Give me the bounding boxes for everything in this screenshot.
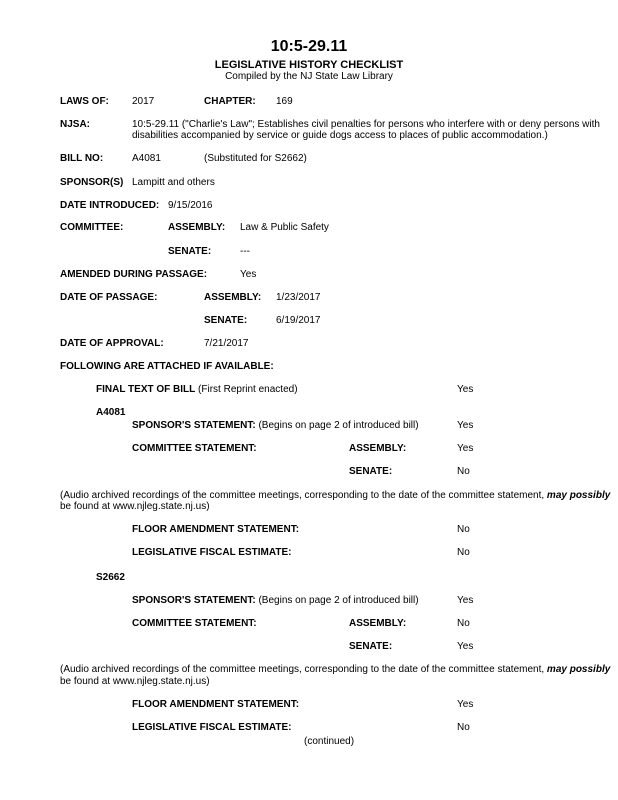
s2662-sponsor-note: (Begins on page 2 of introduced bill) <box>258 595 419 606</box>
a4081-floor-label: FLOOR AMENDMENT STATEMENT: <box>132 524 300 535</box>
final-text-value: Yes <box>457 384 474 395</box>
s2662-sponsor-label: SPONSOR'S STATEMENT: <box>132 595 256 606</box>
a4081-audio-text: (Audio archived recordings of the committee meetings, corresponding to the date of the committee statement, <box>60 490 547 501</box>
a4081-fiscal-value: No <box>457 547 470 558</box>
s2662-label: S2662 <box>96 572 125 583</box>
s2662-audio-emphasis: may possibly <box>546 664 611 675</box>
a4081-sponsor-value: Yes <box>457 420 474 431</box>
a4081-committee-label: COMMITTEE STATEMENT: <box>132 443 257 454</box>
s2662-committee-assembly-value: No <box>457 618 470 629</box>
final-text-row <box>96 384 298 396</box>
s2662-committee-label: COMMITTEE STATEMENT: <box>132 618 257 629</box>
a4081-sponsor-label: SPONSOR'S STATEMENT: <box>132 420 256 431</box>
attachments-heading: FOLLOWING ARE ATTACHED IF AVAILABLE: <box>60 361 274 372</box>
a4081-sponsor-row <box>132 420 419 432</box>
bill-no-label: BILL NO: <box>60 153 104 164</box>
amended-value: Yes <box>240 269 257 280</box>
njsa-line-1: 10:5-29.11 ("Charlie's Law"; Establishes civil penalties for persons who interfere with or deny persons with <box>132 119 600 130</box>
chapter-value: 169 <box>276 96 293 107</box>
a4081-label: A4081 <box>96 407 126 418</box>
passage-senate-value: 6/19/2017 <box>276 315 321 326</box>
s2662-sponsor-value: Yes <box>457 595 474 606</box>
laws-of-value: 2017 <box>132 96 155 107</box>
s2662-committee-assembly-label: ASSEMBLY: <box>349 618 407 629</box>
a4081-sponsor-note: (Begins on page 2 of introduced bill) <box>258 420 419 431</box>
date-introduced-value: 9/15/2016 <box>168 200 213 211</box>
s2662-audio-note-line-1 <box>60 664 610 676</box>
s2662-committee-senate-value: Yes <box>457 641 474 652</box>
a4081-audio-emphasis: may possibly <box>546 490 611 501</box>
compiled-by: Compiled by the NJ State Law Library <box>225 71 393 82</box>
sponsors-label: SPONSOR(S) <box>60 177 124 188</box>
a4081-committee-assembly-value: Yes <box>457 443 474 454</box>
date-introduced-label: DATE INTRODUCED: <box>60 200 160 211</box>
committee-assembly-label: ASSEMBLY: <box>168 222 226 233</box>
s2662-sponsor-row <box>132 595 419 607</box>
njsa-line-2: disabilities accompanied by service or guide dogs access to places of public accommodation.) <box>132 130 548 141</box>
final-text-label: FINAL TEXT OF BILL <box>96 384 196 395</box>
laws-of-label: LAWS OF: <box>60 96 109 107</box>
continued-note: (continued) <box>304 736 355 747</box>
sponsors-value: Lampitt and others <box>132 177 215 188</box>
final-text-note: (First Reprint enacted) <box>198 384 298 395</box>
page-title: 10:5-29.11 <box>270 38 348 55</box>
a4081-committee-senate-value: No <box>457 466 470 477</box>
approval-label: DATE OF APPROVAL: <box>60 338 164 349</box>
approval-value: 7/21/2017 <box>204 338 249 349</box>
s2662-floor-label: FLOOR AMENDMENT STATEMENT: <box>132 699 300 710</box>
a4081-committee-senate-label: SENATE: <box>349 466 393 477</box>
committee-assembly-value: Law & Public Safety <box>240 222 329 233</box>
njsa-label: NJSA: <box>60 119 91 130</box>
committee-senate-value: --- <box>240 246 250 257</box>
passage-assembly-label: ASSEMBLY: <box>204 292 262 303</box>
chapter-label: CHAPTER: <box>204 96 256 107</box>
a4081-floor-value: No <box>457 524 470 535</box>
s2662-audio-note-line-2: be found at www.njleg.state.nj.us) <box>60 676 210 687</box>
s2662-audio-text: (Audio archived recordings of the committee meetings, corresponding to the date of the committee statement, <box>60 664 547 675</box>
s2662-committee-senate-label: SENATE: <box>349 641 393 652</box>
committee-senate-label: SENATE: <box>168 246 212 257</box>
bill-substituted-note: (Substituted for S2662) <box>204 153 307 164</box>
s2662-floor-value: Yes <box>457 699 474 710</box>
s2662-fiscal-label: LEGISLATIVE FISCAL ESTIMATE: <box>132 722 292 733</box>
bill-no-value: A4081 <box>132 153 161 164</box>
a4081-audio-note-line-2: be found at www.njleg.state.nj.us) <box>60 501 210 512</box>
s2662-fiscal-value: No <box>457 722 470 733</box>
checklist-heading: LEGISLATIVE HISTORY CHECKLIST <box>214 59 404 71</box>
passage-assembly-value: 1/23/2017 <box>276 292 321 303</box>
passage-senate-label: SENATE: <box>204 315 248 326</box>
a4081-fiscal-label: LEGISLATIVE FISCAL ESTIMATE: <box>132 547 292 558</box>
a4081-committee-assembly-label: ASSEMBLY: <box>349 443 407 454</box>
committee-label: COMMITTEE: <box>60 222 124 233</box>
passage-label: DATE OF PASSAGE: <box>60 292 158 303</box>
amended-label: AMENDED DURING PASSAGE: <box>60 269 208 280</box>
